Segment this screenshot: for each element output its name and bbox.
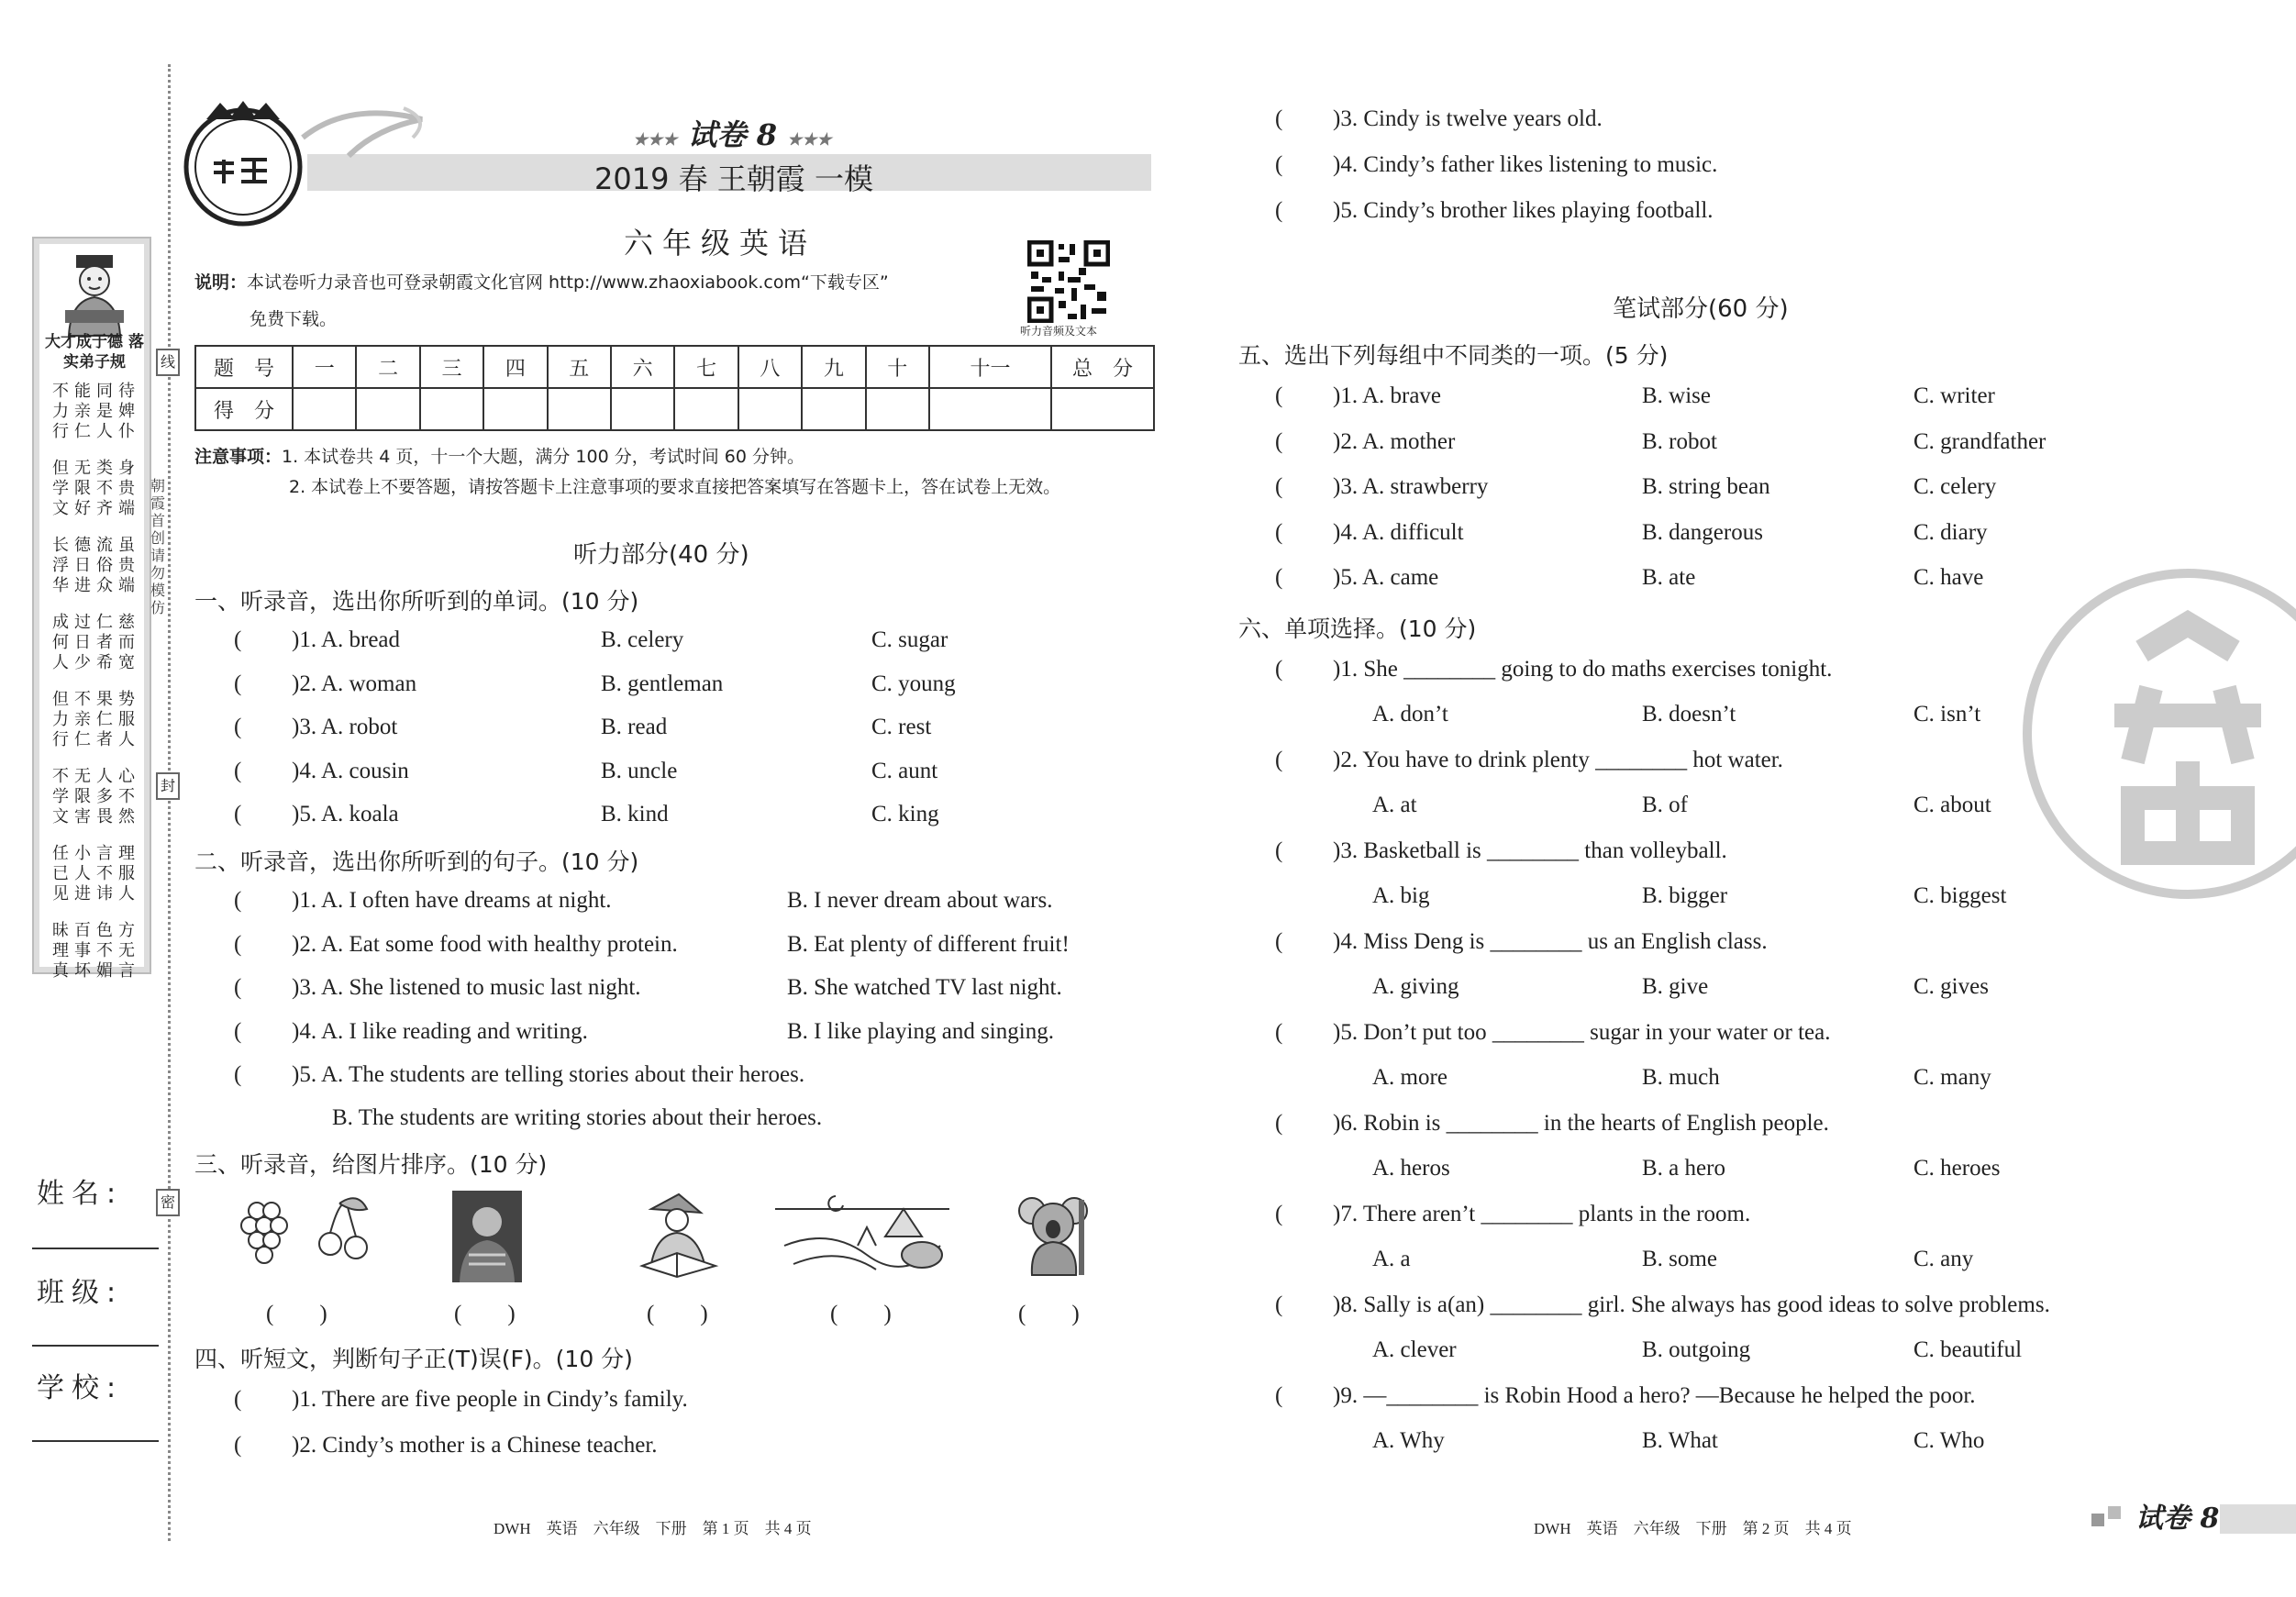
answer-paren[interactable]: ( [1275, 383, 1283, 408]
qr-code-icon[interactable] [1027, 240, 1110, 323]
section-6-heading: 六、单项选择。(10 分) [1238, 616, 1477, 642]
score-col-7: 七 [674, 346, 738, 388]
answer-paren[interactable]: ( [234, 1387, 242, 1412]
answer-paren[interactable]: ( [1275, 748, 1283, 772]
answer-paren[interactable]: ( [1275, 519, 1283, 545]
option-b: B. gentleman [601, 671, 724, 696]
score-cell[interactable] [483, 388, 547, 430]
question-4-3: )3. Cindy is twelve years old. [1333, 106, 1603, 131]
footer-right: DWH 英语 六年级 下册 第 2 页 共 4 页 [1534, 1520, 1852, 1537]
answer-paren[interactable]: ( [234, 671, 242, 696]
option-b: B. doesn’t [1642, 702, 1736, 726]
question-1-5: )5. A. koala [292, 802, 399, 826]
notes-line-2: 2. 本试卷上不要答题，请按答题卡上注意事项的要求直接把答案填写在答题卡上，答在试卷上无效。 [289, 477, 1061, 497]
option-c: C. diary [1913, 519, 1988, 545]
answer-paren[interactable]: ( [234, 715, 242, 739]
section-5-heading: 五、选出下列每组中不同类的一项。(5 分) [1238, 342, 1669, 369]
question-1-4: )4. A. cousin [292, 758, 409, 783]
motto-group [52, 921, 148, 981]
answer-paren[interactable]: ( [1275, 198, 1283, 223]
answer-paren[interactable]: ( [1275, 1292, 1283, 1317]
question-2-2-b: B. Eat plenty of different fruit! [787, 931, 1070, 957]
option-b: B. kind [601, 802, 669, 826]
option-c: C. about [1913, 793, 1991, 817]
question-2-5-a: )5. A. The students are telling stories about their heroes. [292, 1062, 805, 1087]
score-col-5: 五 [548, 346, 611, 388]
picture-1-paren[interactable]: ( ) [266, 1302, 327, 1326]
option-a: A. Why [1372, 1428, 1445, 1453]
answer-paren[interactable]: ( [1275, 474, 1283, 499]
motto-line: 昧百色方 [52, 921, 140, 940]
section-4-heading: 四、听短文，判断句子正(T)误(F)。(10 分) [194, 1346, 633, 1372]
question-6-1: )1. She ________ going to do maths exercises tonight. [1333, 657, 1833, 682]
answer-paren[interactable]: ( [1275, 838, 1283, 863]
ribbon-decoration [294, 101, 440, 174]
option-b: B. What [1642, 1428, 1718, 1453]
motto-group [52, 690, 148, 750]
score-col-4: 四 [483, 346, 547, 388]
class-label: 班级: [37, 1277, 124, 1309]
answer-paren[interactable]: ( [234, 975, 242, 1000]
badge-stars-left: ★★★ [633, 130, 678, 150]
question-5-3: )3. A. strawberry [1333, 474, 1489, 499]
answer-paren[interactable]: ( [234, 931, 242, 957]
picture-5-paren[interactable]: ( ) [1018, 1302, 1080, 1326]
question-1-1: )1. A. bread [292, 627, 401, 652]
motto-line: 学限多不 [52, 787, 140, 806]
answer-paren[interactable]: ( [1275, 657, 1283, 682]
motto-line: 文害畏然 [52, 807, 140, 826]
option-a: A. at [1372, 793, 1417, 817]
instruction-prefix: 说明： [194, 272, 248, 293]
option-c: C. gives [1913, 974, 1989, 999]
option-c: C. aunt [871, 758, 938, 783]
motto-headline: 大才成于德 落实弟子规 [45, 333, 144, 372]
question-4-2: )2. Cindy’s mother is a Chinese teacher. [292, 1433, 658, 1458]
motto-line: 行仁人仆 [52, 422, 140, 441]
motto-line: 真坏媚言 [52, 961, 140, 981]
section-3-heading: 三、听录音，给图片排序。(10 分) [194, 1151, 548, 1178]
option-a: A. clever [1372, 1337, 1457, 1362]
score-cell[interactable] [738, 388, 802, 430]
score-table-score-row [195, 388, 1154, 430]
option-b: B. of [1642, 793, 1688, 817]
corner-badge-text: 试卷 8 [2135, 1503, 2220, 1535]
motto-group [52, 844, 148, 904]
answer-paren[interactable]: ( [1275, 929, 1283, 954]
option-c: C. sugar [871, 627, 948, 652]
question-6-8: )8. Sally is a(an) ________ girl. She always has good ideas to solve problems. [1333, 1292, 2050, 1317]
option-a: A. big [1372, 883, 1430, 908]
option-c: C. any [1913, 1247, 1974, 1271]
option-c: C. Who [1913, 1428, 1985, 1453]
score-col-11: 十一 [929, 346, 1051, 388]
option-b: B. string bean [1642, 474, 1770, 499]
score-cell[interactable] [356, 388, 419, 430]
camping-picture [775, 1191, 949, 1278]
corner-badge-square [2091, 1514, 2104, 1526]
option-c: C. grandfather [1913, 428, 2046, 454]
question-6-3: )3. Basketball is ________ than volleyball. [1333, 838, 1727, 863]
score-cell[interactable] [802, 388, 865, 430]
question-5-5: )5. A. came [1333, 565, 1439, 590]
question-5-4: )4. A. difficult [1333, 519, 1464, 545]
question-5-1: )1. A. brave [1333, 383, 1442, 408]
binding-dotted-line [168, 64, 171, 1541]
question-6-6: )6. Robin is ________ in the hearts of English people. [1333, 1111, 1829, 1136]
option-a: A. heros [1372, 1156, 1450, 1181]
option-c: C. isn’t [1913, 702, 1981, 726]
score-cell[interactable] [674, 388, 738, 430]
motto-line: 成过仁慈 [52, 613, 140, 632]
option-b: B. a hero [1642, 1156, 1725, 1181]
paper-badge [633, 112, 832, 154]
score-cell[interactable] [611, 388, 674, 430]
score-col-8: 八 [738, 346, 802, 388]
question-6-9: )9. —________ is Robin Hood a hero? —Because he helped the poor. [1333, 1383, 1976, 1408]
picture-2-paren[interactable]: ( ) [454, 1302, 516, 1326]
motto-grid [52, 382, 148, 998]
seal-mark-seal: 封 [156, 772, 180, 800]
corner-badge-bar [2220, 1504, 2296, 1534]
written-part-title: 笔试部分(60 分) [1613, 295, 1789, 323]
option-b: B. outgoing [1642, 1337, 1751, 1362]
corner-badge [2091, 1495, 2296, 1534]
motto-line: 任小言理 [52, 844, 140, 863]
exam-title: 2019 春 王朝霞 一模 [594, 161, 873, 196]
question-4-1: )1. There are five people in Cindy’s family. [292, 1387, 688, 1412]
section-1-heading: 一、听录音，选出你所听到的单词。(10 分) [194, 588, 639, 615]
score-col-10: 十 [866, 346, 929, 388]
score-row-label: 得 分 [195, 388, 293, 430]
question-6-2: )2. You have to drink plenty ________ hot water. [1333, 748, 1783, 772]
score-cell[interactable] [1051, 388, 1154, 430]
score-cell[interactable] [866, 388, 929, 430]
question-2-1-a: )1. A. I often have dreams at night. [292, 888, 612, 913]
option-b: B. celery [601, 627, 684, 652]
answer-paren[interactable]: ( [234, 1062, 242, 1087]
score-cell[interactable] [548, 388, 611, 430]
score-col-total: 总 分 [1051, 346, 1154, 388]
listening-part-title: 听力部分(40 分) [573, 541, 749, 569]
koala-picture [1004, 1191, 1105, 1278]
motto-line: 人少希宽 [52, 653, 140, 672]
footballer-picture [452, 1191, 522, 1282]
score-col-1: 一 [293, 346, 356, 388]
motto-line: 何日者而 [52, 633, 140, 652]
option-c: C. biggest [1913, 883, 2007, 908]
badge-stars-right: ★★★ [787, 130, 832, 150]
question-6-5: )5. Don’t put too ________ sugar in your water or tea. [1333, 1020, 1831, 1045]
question-1-2: )2. A. woman [292, 671, 417, 696]
score-cell[interactable] [929, 388, 1051, 430]
question-5-2: )2. A. mother [1333, 428, 1456, 454]
score-table [194, 345, 1155, 431]
question-2-5-b: B. The students are writing stories about their heroes. [332, 1105, 823, 1130]
question-6-7: )7. There aren’t ________ plants in the room. [1333, 1202, 1751, 1226]
motto-line: 但无类身 [52, 459, 140, 478]
motto-line: 但不果势 [52, 690, 140, 709]
motto-line: 不能同待 [52, 382, 140, 401]
score-col-9: 九 [802, 346, 865, 388]
question-4-4: )4. Cindy’s father likes listening to music. [1333, 152, 1718, 177]
option-b: B. dangerous [1642, 519, 1763, 545]
question-2-3-a: )3. A. She listened to music last night. [292, 975, 641, 1000]
score-col-6: 六 [611, 346, 674, 388]
question-2-2-a: )2. A. Eat some food with healthy protein. [292, 931, 678, 957]
option-b: B. ate [1642, 565, 1696, 590]
score-col-label: 题 号 [195, 346, 293, 388]
motto-line: 见进讳人 [52, 884, 140, 904]
instructions [194, 264, 1020, 338]
option-c: C. heroes [1913, 1156, 2001, 1181]
motto-line: 理事不无 [52, 941, 140, 960]
option-b: B. give [1642, 974, 1709, 999]
motto-line: 力亲是婢 [52, 402, 140, 421]
badge-text: 试卷 8 [687, 117, 777, 152]
section-2-heading: 二、听录音，选出你所听到的句子。(10 分) [194, 848, 639, 875]
option-b: B. robot [1642, 428, 1717, 454]
option-b: B. uncle [601, 758, 678, 783]
option-a: A. a [1372, 1247, 1411, 1271]
fruit-picture [229, 1191, 376, 1273]
option-c: C. young [871, 671, 956, 696]
question-2-3-b: B. She watched TV last night. [787, 975, 1062, 1000]
motto-group [52, 382, 148, 442]
question-6-4: )4. Miss Deng is ________ us an English class. [1333, 929, 1768, 954]
instruction-text-2: 免费下载。 [250, 309, 338, 329]
answer-paren[interactable]: ( [234, 627, 242, 652]
answer-paren[interactable]: ( [1275, 152, 1283, 177]
motto-panel [32, 237, 151, 981]
motto-group [52, 536, 148, 596]
notes [194, 442, 1158, 503]
scholar-icon [60, 253, 129, 341]
score-cell[interactable] [420, 388, 483, 430]
option-b: B. wise [1642, 383, 1711, 408]
name-label: 姓名: [37, 1178, 124, 1210]
option-b: B. bigger [1642, 883, 1728, 908]
option-c: C. have [1913, 565, 1984, 590]
question-2-4-b: B. I like playing and singing. [787, 1018, 1054, 1044]
option-c: C. celery [1913, 474, 1997, 499]
option-b: B. some [1642, 1247, 1717, 1271]
name-field[interactable] [32, 1248, 159, 1249]
seal-mark-secret: 密 [156, 1189, 180, 1216]
option-c: C. rest [871, 715, 932, 739]
motto-group [52, 459, 148, 519]
answer-paren[interactable]: ( [234, 888, 242, 913]
picture-4-paren[interactable]: ( ) [830, 1302, 892, 1326]
side-vertical-text: 朝霞首创 请勿模仿 [150, 477, 165, 616]
subject-title: 六年级英语 [624, 226, 817, 261]
motto-line: 已人不服 [52, 864, 140, 883]
motto-line: 华进众端 [52, 576, 140, 595]
answer-paren[interactable]: ( [234, 802, 242, 826]
option-c: C. writer [1913, 383, 1995, 408]
class-field[interactable] [32, 1345, 159, 1347]
footer-left: DWH 英语 六年级 下册 第 1 页 共 4 页 [494, 1520, 812, 1537]
question-2-4-a: )4. A. I like reading and writing. [292, 1018, 588, 1044]
option-c: C. many [1913, 1065, 1991, 1090]
notes-line-1: 1. 本试卷共 4 页，十一个大题，满分 100 分，考试时间 60 分钟。 [282, 447, 804, 467]
question-4-5: )5. Cindy’s brother likes playing football. [1333, 198, 1714, 223]
score-cell[interactable] [293, 388, 356, 430]
score-col-3: 三 [420, 346, 483, 388]
question-1-3: )3. A. robot [292, 715, 398, 739]
motto-line: 行仁者人 [52, 730, 140, 749]
notes-label: 注意事项： [194, 447, 283, 467]
option-a: A. don’t [1372, 702, 1448, 726]
motto-group [52, 767, 148, 827]
answer-paren[interactable]: ( [234, 1018, 242, 1044]
question-2-1-b: B. I never dream about wars. [787, 888, 1053, 913]
motto-line: 长德流虽 [52, 536, 140, 555]
option-c: C. king [871, 802, 939, 826]
answer-paren[interactable]: ( [1275, 1202, 1283, 1226]
confidential-watermark-icon [2023, 569, 2296, 899]
motto-line: 不无人心 [52, 767, 140, 786]
answer-paren[interactable]: ( [1275, 428, 1283, 454]
motto-group [52, 613, 148, 673]
corner-badge-square [2108, 1506, 2121, 1519]
school-field[interactable] [32, 1440, 159, 1442]
option-b: B. much [1642, 1065, 1720, 1090]
option-b: B. read [601, 715, 668, 739]
motto-line: 学限不贵 [52, 479, 140, 498]
motto-line: 力亲仁服 [52, 710, 140, 729]
seal-mark-line: 线 [156, 349, 180, 376]
option-a: A. more [1372, 1065, 1447, 1090]
answer-paren[interactable]: ( [1275, 1020, 1283, 1045]
answer-paren[interactable]: ( [234, 758, 242, 783]
option-c: C. beautiful [1913, 1337, 2023, 1362]
answer-paren[interactable]: ( [1275, 1383, 1283, 1408]
answer-paren[interactable]: ( [1275, 1111, 1283, 1136]
instruction-text: 本试卷听力录音也可登录朝霞文化官网 http://www.zhaoxiabook.com“下载专区” [247, 272, 889, 293]
motto-line: 浮日俗贵 [52, 556, 140, 575]
school-label: 学校: [37, 1372, 124, 1404]
reading-boy-picture [624, 1191, 734, 1278]
answer-paren[interactable]: ( [1275, 565, 1283, 590]
motto-line: 文好齐端 [52, 499, 140, 518]
score-col-2: 二 [356, 346, 419, 388]
publisher-logo [179, 99, 307, 227]
answer-paren[interactable]: ( [1275, 106, 1283, 131]
option-a: A. giving [1372, 974, 1459, 999]
score-table-header-row [195, 346, 1154, 388]
answer-paren[interactable]: ( [234, 1433, 242, 1458]
picture-3-paren[interactable]: ( ) [647, 1302, 708, 1326]
qr-caption: 听力音频及文本 [1020, 325, 1098, 338]
